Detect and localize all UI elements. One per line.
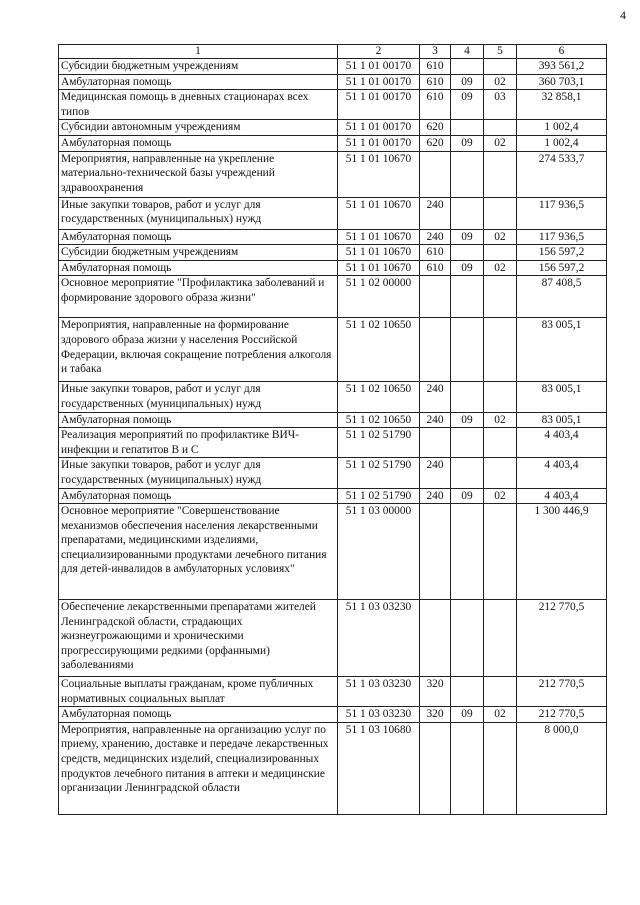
row-amount: 212 770,5 bbox=[517, 677, 607, 707]
row-target-code: 51 1 01 00170 bbox=[338, 135, 420, 151]
row-name: Мероприятия, направленные на укрепление материально-технической базы учреждений здравоохранения bbox=[59, 151, 338, 197]
row-target-code: 51 1 03 03230 bbox=[338, 600, 420, 677]
row-amount: 83 005,1 bbox=[517, 412, 607, 428]
row-section bbox=[451, 59, 484, 75]
table-row bbox=[59, 707, 607, 723]
row-amount: 87 408,5 bbox=[517, 276, 607, 318]
row-subsection bbox=[484, 677, 517, 707]
row-section bbox=[451, 428, 484, 458]
header-col-3: 3 bbox=[420, 45, 451, 59]
row-name: Мероприятия, направленные на формирование здорового образа жизни у населения Российской Федерации, включая сокращение потребления алкоголя и табака bbox=[59, 318, 338, 382]
table-row bbox=[59, 90, 607, 120]
row-section bbox=[451, 151, 484, 197]
row-name: Амбулаторная помощь bbox=[59, 229, 338, 245]
row-expense-type: 620 bbox=[420, 135, 451, 151]
row-subsection bbox=[484, 504, 517, 600]
row-expense-type: 240 bbox=[420, 229, 451, 245]
row-target-code: 51 1 01 00170 bbox=[338, 90, 420, 120]
row-expense-type bbox=[420, 151, 451, 197]
row-expense-type: 620 bbox=[420, 120, 451, 136]
row-target-code: 51 1 01 10670 bbox=[338, 245, 420, 261]
row-expense-type bbox=[420, 276, 451, 318]
row-target-code: 51 1 01 10670 bbox=[338, 151, 420, 197]
row-subsection: 02 bbox=[484, 135, 517, 151]
row-section bbox=[451, 318, 484, 382]
row-name: Иные закупки товаров, работ и услуг для государственных (муниципальных) нужд bbox=[59, 197, 338, 229]
table-row bbox=[59, 276, 607, 318]
header-col-1: 1 bbox=[59, 45, 338, 59]
table-row bbox=[59, 677, 607, 707]
row-name: Иные закупки товаров, работ и услуг для государственных (муниципальных) нужд bbox=[59, 382, 338, 412]
header-col-4: 4 bbox=[451, 45, 484, 59]
row-expense-type: 240 bbox=[420, 458, 451, 488]
table-row bbox=[59, 488, 607, 504]
row-name: Социальные выплаты гражданам, кроме публичных нормативных социальных выплат bbox=[59, 677, 338, 707]
table-row bbox=[59, 722, 607, 814]
row-target-code: 51 1 03 10680 bbox=[338, 722, 420, 814]
header-row bbox=[59, 45, 607, 59]
row-target-code: 51 1 01 10670 bbox=[338, 229, 420, 245]
row-expense-type: 320 bbox=[420, 707, 451, 723]
table-row bbox=[59, 74, 607, 90]
table-row bbox=[59, 151, 607, 197]
row-subsection: 02 bbox=[484, 412, 517, 428]
row-target-code: 51 1 03 00000 bbox=[338, 504, 420, 600]
row-subsection: 02 bbox=[484, 229, 517, 245]
row-expense-type: 610 bbox=[420, 74, 451, 90]
header-col-5: 5 bbox=[484, 45, 517, 59]
table-row bbox=[59, 260, 607, 276]
row-section bbox=[451, 677, 484, 707]
row-section: 09 bbox=[451, 135, 484, 151]
row-expense-type bbox=[420, 318, 451, 382]
row-amount: 212 770,5 bbox=[517, 707, 607, 723]
row-name: Основное мероприятие "Совершенствование механизмов обеспечения населения лекарственными препаратами, медицинскими изделиями, специализированными продуктами лечебного питания для детей-инвалидов в амбулаторных условиях" bbox=[59, 504, 338, 600]
row-expense-type: 610 bbox=[420, 260, 451, 276]
row-target-code: 51 1 03 03230 bbox=[338, 677, 420, 707]
row-subsection bbox=[484, 722, 517, 814]
row-subsection bbox=[484, 245, 517, 261]
table-row bbox=[59, 135, 607, 151]
row-section bbox=[451, 504, 484, 600]
row-section bbox=[451, 197, 484, 229]
row-target-code: 51 1 01 10670 bbox=[338, 197, 420, 229]
row-target-code: 51 1 01 00170 bbox=[338, 74, 420, 90]
row-amount: 393 561,2 bbox=[517, 59, 607, 75]
row-name: Медицинская помощь в дневных стационарах всех типов bbox=[59, 90, 338, 120]
row-subsection bbox=[484, 382, 517, 412]
row-subsection bbox=[484, 59, 517, 75]
row-target-code: 51 1 02 51790 bbox=[338, 488, 420, 504]
table-row bbox=[59, 600, 607, 677]
row-subsection bbox=[484, 120, 517, 136]
row-amount: 4 403,4 bbox=[517, 428, 607, 458]
row-target-code: 51 1 02 51790 bbox=[338, 458, 420, 488]
row-expense-type: 240 bbox=[420, 488, 451, 504]
row-subsection bbox=[484, 197, 517, 229]
row-subsection: 02 bbox=[484, 260, 517, 276]
row-section: 09 bbox=[451, 488, 484, 504]
row-amount: 4 403,4 bbox=[517, 488, 607, 504]
row-name: Основное мероприятие "Профилактика заболеваний и формирование здорового образа жизни" bbox=[59, 276, 338, 318]
table-row bbox=[59, 59, 607, 75]
row-amount: 360 703,1 bbox=[517, 74, 607, 90]
row-amount: 1 002,4 bbox=[517, 120, 607, 136]
row-expense-type: 610 bbox=[420, 59, 451, 75]
row-expense-type: 240 bbox=[420, 197, 451, 229]
row-expense-type bbox=[420, 504, 451, 600]
row-subsection: 02 bbox=[484, 74, 517, 90]
row-section bbox=[451, 600, 484, 677]
row-target-code: 51 1 02 10650 bbox=[338, 412, 420, 428]
table-row bbox=[59, 318, 607, 382]
row-subsection bbox=[484, 276, 517, 318]
row-amount: 156 597,2 bbox=[517, 260, 607, 276]
row-section bbox=[451, 245, 484, 261]
table-body bbox=[59, 59, 607, 815]
row-subsection bbox=[484, 151, 517, 197]
row-name: Субсидии автономным учреждениям bbox=[59, 120, 338, 136]
row-amount: 117 936,5 bbox=[517, 197, 607, 229]
row-amount: 32 858,1 bbox=[517, 90, 607, 120]
budget-table bbox=[58, 44, 607, 815]
row-target-code: 51 1 02 10650 bbox=[338, 382, 420, 412]
row-section bbox=[451, 120, 484, 136]
header-col-6: 6 bbox=[517, 45, 607, 59]
row-amount: 1 300 446,9 bbox=[517, 504, 607, 600]
row-section bbox=[451, 458, 484, 488]
row-amount: 156 597,2 bbox=[517, 245, 607, 261]
row-name: Мероприятия, направленные на организацию услуг по приему, хранению, доставке и передаче лекарственных средств, медицинских изделий, специализированных продуктов лечебного питания в аптеки и медицинские организации Ленинградской области bbox=[59, 722, 338, 814]
row-section bbox=[451, 722, 484, 814]
row-expense-type bbox=[420, 722, 451, 814]
row-expense-type: 610 bbox=[420, 245, 451, 261]
row-subsection: 02 bbox=[484, 707, 517, 723]
row-name: Амбулаторная помощь bbox=[59, 260, 338, 276]
row-section: 09 bbox=[451, 90, 484, 120]
row-section: 09 bbox=[451, 260, 484, 276]
row-amount: 83 005,1 bbox=[517, 382, 607, 412]
row-expense-type bbox=[420, 428, 451, 458]
row-target-code: 51 1 01 00170 bbox=[338, 59, 420, 75]
row-target-code: 51 1 03 03230 bbox=[338, 707, 420, 723]
row-name: Субсидии бюджетным учреждениям bbox=[59, 245, 338, 261]
row-subsection bbox=[484, 428, 517, 458]
row-expense-type: 320 bbox=[420, 677, 451, 707]
row-subsection bbox=[484, 458, 517, 488]
row-expense-type: 610 bbox=[420, 90, 451, 120]
row-section: 09 bbox=[451, 229, 484, 245]
row-section: 09 bbox=[451, 707, 484, 723]
row-name: Амбулаторная помощь bbox=[59, 488, 338, 504]
row-subsection bbox=[484, 600, 517, 677]
row-section: 09 bbox=[451, 74, 484, 90]
row-name: Обеспечение лекарственными препаратами жителей Ленинградской области, страдающих жизнеугрожающими и хроническими прогрессирующими редкими (орфанными) заболеваниями bbox=[59, 600, 338, 677]
row-expense-type: 240 bbox=[420, 382, 451, 412]
row-amount: 212 770,5 bbox=[517, 600, 607, 677]
row-target-code: 51 1 01 10670 bbox=[338, 260, 420, 276]
row-name: Субсидии бюджетным учреждениям bbox=[59, 59, 338, 75]
table-row bbox=[59, 245, 607, 261]
table-row bbox=[59, 504, 607, 600]
row-subsection bbox=[484, 318, 517, 382]
row-expense-type bbox=[420, 600, 451, 677]
header-col-2: 2 bbox=[338, 45, 420, 59]
table-row bbox=[59, 428, 607, 458]
row-name: Реализация мероприятий по профилактике ВИЧ-инфекции и гепатитов B и C bbox=[59, 428, 338, 458]
row-section bbox=[451, 382, 484, 412]
row-amount: 83 005,1 bbox=[517, 318, 607, 382]
row-target-code: 51 1 02 51790 bbox=[338, 428, 420, 458]
row-amount: 4 403,4 bbox=[517, 458, 607, 488]
table-row bbox=[59, 458, 607, 488]
row-name: Амбулаторная помощь bbox=[59, 412, 338, 428]
page-number: 4 bbox=[620, 8, 626, 22]
row-section: 09 bbox=[451, 412, 484, 428]
row-amount: 1 002,4 bbox=[517, 135, 607, 151]
row-target-code: 51 1 02 00000 bbox=[338, 276, 420, 318]
row-name: Амбулаторная помощь bbox=[59, 74, 338, 90]
row-expense-type: 240 bbox=[420, 412, 451, 428]
row-amount: 117 936,5 bbox=[517, 229, 607, 245]
table-row bbox=[59, 412, 607, 428]
row-target-code: 51 1 01 00170 bbox=[338, 120, 420, 136]
row-section bbox=[451, 276, 484, 318]
table-row bbox=[59, 382, 607, 412]
row-amount: 274 533,7 bbox=[517, 151, 607, 197]
row-subsection: 02 bbox=[484, 488, 517, 504]
row-name: Амбулаторная помощь bbox=[59, 707, 338, 723]
table-header bbox=[59, 45, 607, 59]
table-row bbox=[59, 197, 607, 229]
row-amount: 8 000,0 bbox=[517, 722, 607, 814]
table-row bbox=[59, 120, 607, 136]
row-target-code: 51 1 02 10650 bbox=[338, 318, 420, 382]
row-name: Амбулаторная помощь bbox=[59, 135, 338, 151]
table-row bbox=[59, 229, 607, 245]
row-subsection: 03 bbox=[484, 90, 517, 120]
row-name: Иные закупки товаров, работ и услуг для государственных (муниципальных) нужд bbox=[59, 458, 338, 488]
